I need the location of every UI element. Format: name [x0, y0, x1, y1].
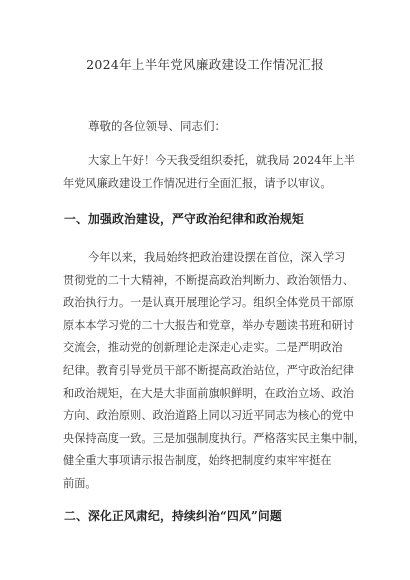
intro-line: 大家上午好！今天我受组织委托，就我局 2024年上半 [88, 154, 355, 167]
section-1-line: 原本本学习党的二十大报告和党章，举办专题读书班和研讨 [63, 318, 354, 332]
intro-paragraph [0, 150, 410, 195]
section-1-line: 前面。 [63, 476, 97, 490]
section-1-line: 和政治规矩，在大是大非面前旗帜鲜明，在政治立场、政治 [63, 386, 354, 400]
section-1-line: 今年以来，我局始终把政治建设摆在首位，深入学习 [88, 251, 346, 264]
document-title: 2024年上半年党风廉政建设工作情况汇报 [86, 57, 324, 72]
section-1-line: 纪律。教育引导党员干部不断提高政治站位，严守政治纪律 [63, 363, 354, 377]
section-1-line: 方向、政治原则、政治道路上同以习近平同志为核心的党中 [63, 409, 354, 423]
section-2-heading: 二、深化正风肃纪，持续纠治“四风”问题 [64, 509, 282, 523]
section-1-line: 交流会，推动党的创新理论走深走心走实。二是严明政治 [63, 341, 343, 355]
section-1-heading: 一、加强政治建设，严守政治纪律和政治规矩 [64, 212, 304, 226]
section-1-line: 政治执行力。一是认真开展理论学习。组织全体党员干部原 [63, 296, 354, 310]
section-1-line: 贯彻党的二十大精神，不断提高政治判断力、政治领悟力、 [63, 273, 354, 287]
intro-line: 年党风廉政建设工作情况进行全面汇报，请予以审议。 [63, 176, 332, 190]
salutation: 尊敬的各位领导、同志们： [88, 119, 226, 133]
section-1-line: 央保持高度一致。三是加强制度执行。严格落实民主集中制， [63, 431, 366, 445]
section-1-line: 健全重大事项请示报告制度，始终把制度约束牢牢挺在 [63, 454, 332, 468]
section-1-paragraph [0, 247, 410, 496]
